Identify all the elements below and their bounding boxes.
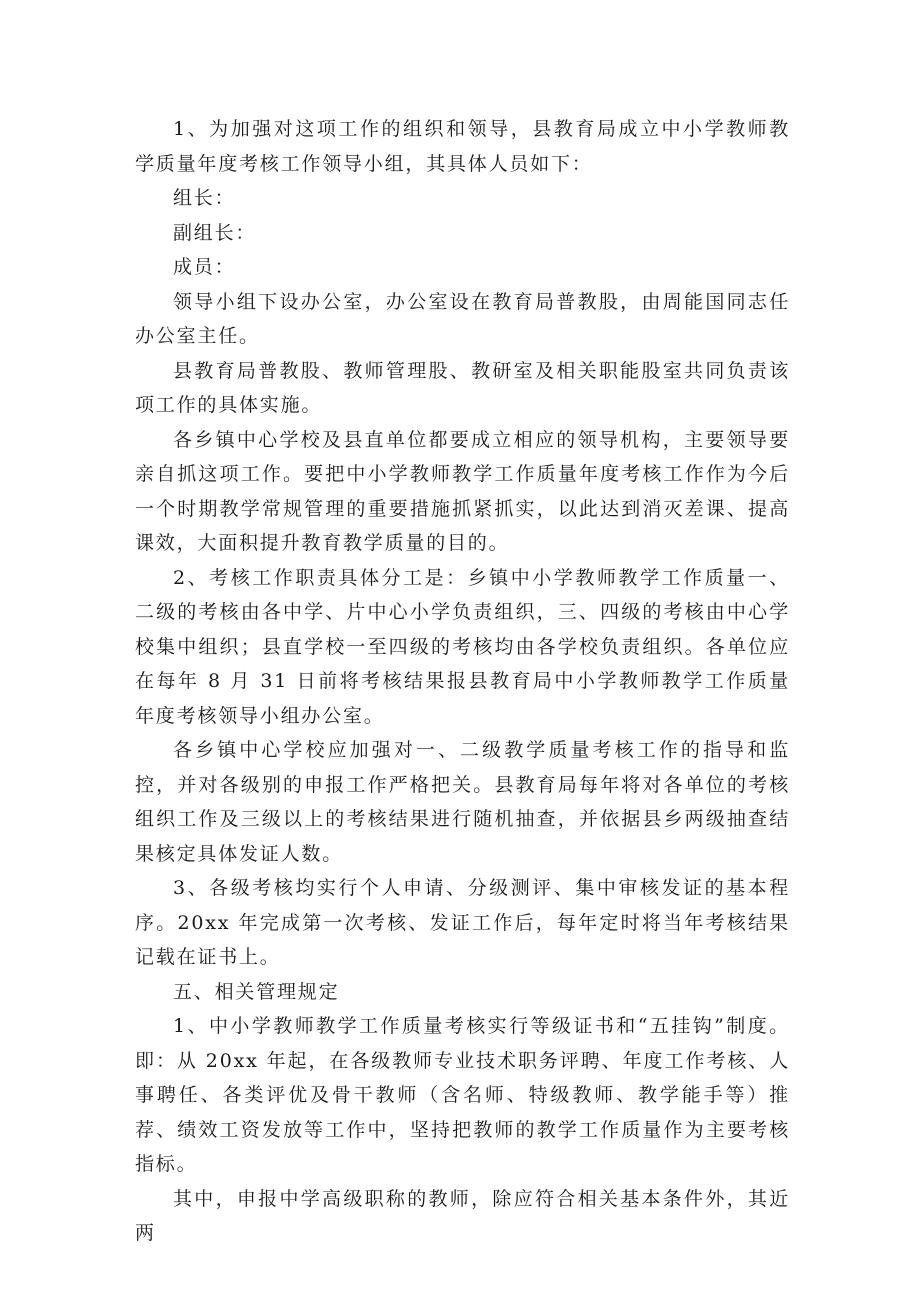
document-body	[135, 112, 790, 1251]
section-heading-management-rules: 五、相关管理规定	[173, 980, 340, 1003]
paragraph-supervision: 各乡镇中心学校应加强对一、二级教学质量考核工作的指导和监控，并对各级别的申报工作严格把关。县教育局每年将对各单位的考核组织工作及三级以上的考核结果进行随机抽查，并依据县乡两级抽查结果核定具体发证人数。	[135, 739, 790, 865]
paragraph-division-of-duties: 2、考核工作职责具体分工是：乡镇中小学教师教学工作质量一、二级的考核由各中学、片中心小学负责组织，三、四级的考核由中心学校集中组织；县直学校一至四级的考核均由各学校负责组织。各单位应在每年 8 月 31 日前将考核结果报县教育局中小学教师教学工作质量年度考核领导小组办公室。	[135, 566, 790, 727]
paragraph-township-schools: 各乡镇中心学校及县直单位都要成立相应的领导机构，主要领导要亲自抓这项工作。要把中小学教师教学工作质量年度考核工作作为今后一个时期教学常规管理的重要措施抓紧抓实，以此达到消灭差课、提高课效，大面积提升教育教学质量的目的。	[135, 428, 790, 554]
paragraph-group-leader: 组长：	[173, 187, 236, 209]
paragraph-procedure: 3、各级考核均实行个人申请、分级测评、集中审核发证的基本程序。20xx 年完成第一次考核、发证工作后，每年定时将当年考核结果记载在证书上。	[135, 877, 790, 968]
paragraph-implementation: 县教育局普教股、教师管理股、教研室及相关职能股室共同负责该项工作的具体实施。	[135, 359, 790, 416]
paragraph-senior-title: 其中，申报中学高级职称的教师，除应符合相关基本条件外，其近两	[135, 1187, 790, 1244]
paragraph-members: 成员：	[173, 256, 236, 278]
paragraph-office: 领导小组下设办公室，办公室设在教育局普教股，由周能国同志任办公室主任。	[135, 290, 790, 347]
paragraph-deputy-leader: 副组长：	[173, 221, 257, 244]
paragraph-five-links-system: 1、中小学教师教学工作质量考核实行等级证书和“五挂钩”制度。即：从 20xx 年起，在各级教师专业技术职务评聘、年度工作考核、人事聘任、各类评优及骨干教师（含名师、特级教师、教学能手等）推荐、绩效工资发放等工作中，坚持把教师的教学工作质量作为主要考核指标。	[135, 1015, 790, 1175]
paragraph-leadership-group: 1、为加强对这项工作的组织和领导，县教育局成立中小学教师教学质量年度考核工作领导小组，其具体人员如下：	[135, 118, 790, 175]
